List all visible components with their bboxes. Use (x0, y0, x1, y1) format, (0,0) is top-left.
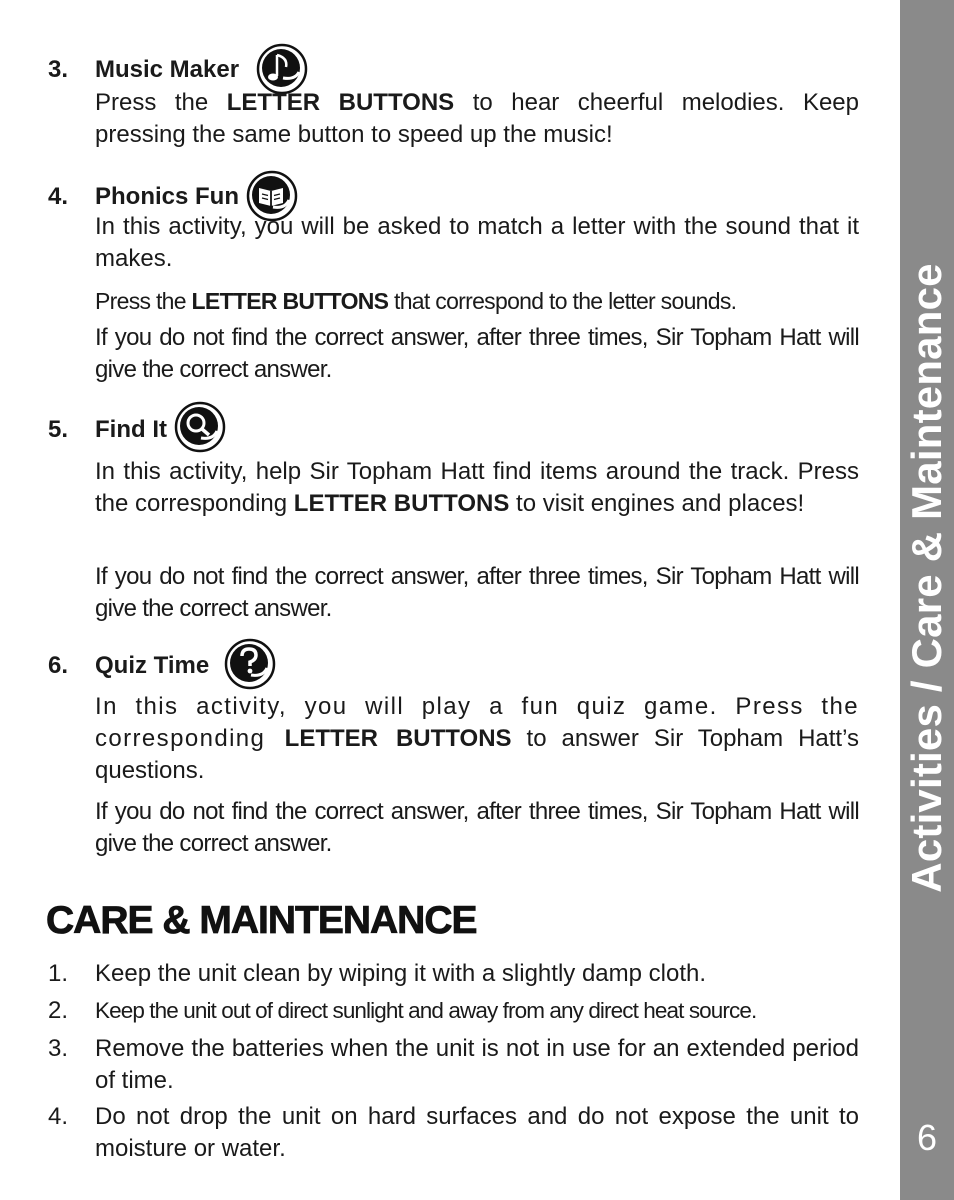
activity-title: Find It (95, 416, 167, 443)
activity-title: Quiz Time (95, 652, 210, 679)
care-list-item: 4. Do not drop the unit on hard surfaces and do not expose the unit to moisture or water. (48, 1103, 859, 1162)
activity-paragraph: If you do not find the correct answer, after three times, Sir Topham Hatt will give the correct answer. (95, 563, 859, 622)
activity-heading-find-it (48, 406, 227, 454)
activity-number: 4. (48, 183, 69, 210)
activity-number: 6. (48, 652, 69, 679)
section-side-title: Activities / Care & Maintenance (903, 263, 950, 893)
magnifier-icon (173, 400, 227, 454)
activity-paragraph: Press the LETTER BUTTONS to hear cheerful melodies. Keep pressing the same button to speed up the music! (95, 89, 860, 148)
care-list-item: 3. Remove the batteries when the unit is not in use for an extended period of time. (48, 1035, 859, 1094)
activity-number: 3. (48, 56, 69, 83)
activity-paragraph: In this activity, help Sir Topham Hatt find items around the track. Press the corresponding LETTER BUTTONS to visit engines and places! (95, 458, 859, 517)
care-list-item: 2. Keep the unit out of direct sunlight and away from any direct heat source. (48, 997, 757, 1024)
activity-title: Phonics Fun (95, 183, 239, 210)
question-mark-icon (223, 637, 277, 691)
care-maintenance-title: CARE & MAINTENANCE (46, 899, 477, 942)
activity-paragraph: In this activity, you will play a fun quiz game. Press the corresponding LETTER BUTTONS to answer Sir Topham Hatt’s questions. (95, 693, 859, 784)
activity-paragraph: If you do not find the correct answer, after three times, Sir Topham Hatt will give the correct answer. (95, 798, 859, 857)
activity-paragraph: If you do not find the correct answer, after three times, Sir Topham Hatt will give the correct answer. (95, 324, 859, 383)
page-number: 6 (916, 1117, 938, 1158)
activity-number: 5. (48, 416, 69, 443)
activity-paragraph: Press the LETTER BUTTONS that correspond to the letter sounds. (95, 288, 737, 314)
activity-heading-quiz-time (48, 641, 277, 691)
activity-title: Music Maker (95, 56, 240, 83)
activity-paragraph: In this activity, you will be asked to match a letter with the sound that it makes. (95, 213, 859, 272)
care-list-item: 1. Keep the unit clean by wiping it with a slightly damp cloth. (48, 960, 707, 987)
